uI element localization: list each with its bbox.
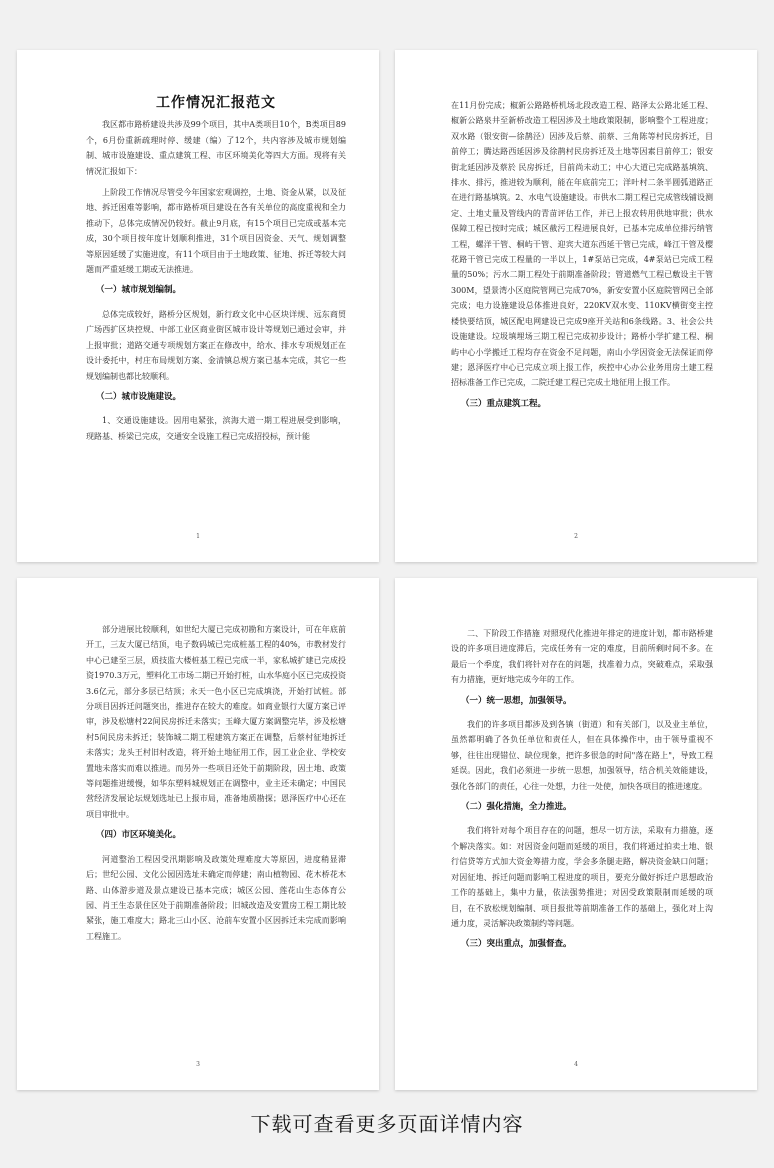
download-caption: 下载可查看更多页面详情内容 xyxy=(250,1112,524,1136)
document-page-1 xyxy=(17,50,379,562)
paragraph: 总体完成较好，路桥分区规划，新行政文化中心区块详规、远东商贸广场西扩区块控规、中部工业区商业街区城市设计等规划已通过会审，并上报审批；道路交通专项规划方案正在修改中，给水、排水专项规划正在设计委托中，村庄布局规划方案、金清镇总规方案已基本完成，其它一些规划编制也都比较顺利。 xyxy=(86,309,346,381)
document-title: 工作情况汇报范文 xyxy=(156,95,276,111)
page-number: 4 xyxy=(574,1061,578,1068)
paragraph: 我们将针对每个项目存在的问题，想尽一切方法，采取有力措施，逐个解决落实。如：对因资金问题而延缓的项目，我们将通过拍卖土地、银行信贷等方式加大资金筹措力度，学会多条腿走路，解决资金缺口问题；对因征地、拆迁问题而影响工程进度的项目，要充分做好拆迁户思想政治工作的基础上，集中力量，依法强势推进；对因受政策限制而延缓的项目，在不放松规划编制、项目报批等前期准备工作的基础上，强化对上沟通力度，灵活解决政策制约等问题。 xyxy=(451,826,713,928)
section-heading: （三）突出重点，加强督查。 xyxy=(461,939,572,950)
paragraph: 我区都市路桥建设共涉及99个项目，其中A类项目10个，B类项目89个，6月份重新疏理时停、缓建（编）了12个，共内容涉及城市规划编制、城市设施建设、重点建筑工程、市区环境美化等四大方面。现将有关情况汇报如下： xyxy=(86,120,346,176)
section-heading: （二）强化措施，全力推进。 xyxy=(461,802,572,813)
page-number: 2 xyxy=(574,533,578,540)
paragraph: 部分进展比较顺利，如世纪大厦已完成初勘和方案设计，可在年底前开工，三友大厦已结顶，电子数码城已完成桩基工程的40%，市教材发行中心已建至三层，质技监大楼桩基工程已完成一半，家私城扩建已完成投资1970.3万元，塑料化工市场二期已开始打桩，山水华庭小区已完成投资3.6亿元，部分多层已结顶；永天一色小区已完成填浇，开始打试桩。部分项目因拆迁问题突出，推进存在较大的难度。如商业银行大厦方案已评审，涉及松塘村22间民房拆迁未落实；玉峰大厦方案调整完毕，涉及松塘村5间民房未拆迁；装饰城二期工程建筑方案正在调整，后蔡村征地拆迁未落实；龙头王村旧村改造，将开始土地征用工作，因工业企业、学校安置地未落实而难以推进。而另外一些项目还处于前期阶段，因土地、政策等问题推进缓慢，如华东塑料城规划正在调整中，业主还未确定；中国民营经济发展论坛规划选址已上报市局，准备地质勘探；恩泽医疗中心还在项目审批中。 xyxy=(86,625,346,819)
paragraph: 1、交通设施建设。因用电紧张，滨海大道一期工程进展受到影响，现路基、桥梁已完成，交通安全设施工程已完成招投标，预计能 xyxy=(86,416,346,441)
paragraph: 在11月份完成；椒新公路路桥机场北段改造工程、路泽太公路北延工程、椒新公路泉井至新桥改造工程因涉及土地政策限制，影响整个工程进度；双水路（银安街—徐鹊泾）因涉及后蔡、前蔡、三角陈等村民房拆迁，目前停工；腾达路西延因涉及徐鹊村民房拆迁及土地等因素目前停工；银安街北延因涉及蔡於 民房拆迁，目前尚未动工；中心大道已完成路基填筑、排水、排污，推进较为顺利，能在年底前完工；洋叶村二条半圆弧道路正在进行路基填筑。2、水电气设施建设。市供水二期工程已完成管线铺设测定、土地丈量及管线内的青苗评估工作，并已上报农转用供地审批；供水保障工程已按时完成；城区截污工程进展良好，已基本完成单位排污纳管工程，螺洋干管、桐屿干管、迎宾大道东西延干管已完成，峰江干管及樱花路干管已完成工程量的一半以上，1#泵站已完成，4#泵站已完成工程量的50%；污水二期工程处于前期准备阶段；管道燃气工程已敷设主干管300M，望景湾小区庭院管网已完成70%，新安安置小区庭院管网已全部完成；电力设施建设总体推进良好，220KV双水变、110KV横街变主控楼快要结顶，城区配电网建设已完成9座开关站和6条线路。3、社会公共设施建设。垃圾填埋场三期工程已完成初步设计；路桥小学扩建工程、桐屿中心小学搬迁工程均存在资金不足问题，南山小学因资金无法保证而停建；恩泽医疗中心已完成立项上报工作，疾控中心办公业务用房土建工程招标准备工作已完成，二院迁建工程已完成土地征用上报工作。 xyxy=(451,101,713,388)
paragraph: 二、下阶段工作措施 对照现代化推进年排定的进度计划，都市路桥建设的许多项目进度滞后，完成任务有一定的难度，目前所剩时间不多。在最后一个季度，我们将针对存在的问题，找准着力点，突破难点，采取强有力措施，更好地完成今年的工作。 xyxy=(451,629,713,685)
section-heading: （一）城市规划编制。 xyxy=(96,285,182,296)
section-heading: （三）重点建筑工程。 xyxy=(461,398,547,409)
section-heading: （四）市区环境美化。 xyxy=(96,830,182,841)
document-page-4 xyxy=(395,578,757,1090)
paragraph: 河道整治工程因受汛期影响及政策处理难度大等原因，进度稍显滞后；世纪公园、文化公园因选址未确定而停建；南山植物园、花木桥花木路、山体游步道及景点建设已基本完成；城区公园、莲花山生态体育公园、肖王生态景住区处于前期准备阶段；旧城改造及安置房工程工期比较紧张，施工难度大；路北三山小区、沧前车安置小区因拆迁未完成而影响工程施工。 xyxy=(86,854,346,941)
section-heading: （二）城市设施建设。 xyxy=(96,391,182,402)
section-heading: （一）统一思想，加强领导。 xyxy=(461,695,572,706)
page-number: 3 xyxy=(196,1061,200,1068)
document-page-2 xyxy=(395,50,757,562)
paragraph: 上阶段工作情况尽管受今年国家宏观调控，土地、资金从紧，以及征地、拆迁困难等影响，都市路桥项目建设在各有关单位的高度重视和全力推动下，总体完成情况仍较好。截止9月底，有15个项目已完成或基本完成，30个项目按年度计划顺利推进，31个项目因资金、天气、规划调整等原因延缓了实施进度，有11个项目由于土地政策、征地、拆迁等较大问题而严重延缓工期或无法推进。 xyxy=(86,188,346,275)
paragraph: 我们的许多项目都涉及到各镇（街道）和有关部门，以及业主单位，虽然都明确了各负任单位和责任人，但在具体操作中，由于领导重视不够，往往出现错位、缺位现象，把许多很急的时间"落在路上"，导致工程延误。因此，我们必须进一步统一思想，加强领导，结合机关效能建设，强化各部门的责任，心往一处想，力往一处使，加快各项目的推进速度。 xyxy=(451,720,713,791)
document-page-3 xyxy=(17,578,379,1090)
page-number: 1 xyxy=(196,533,200,540)
